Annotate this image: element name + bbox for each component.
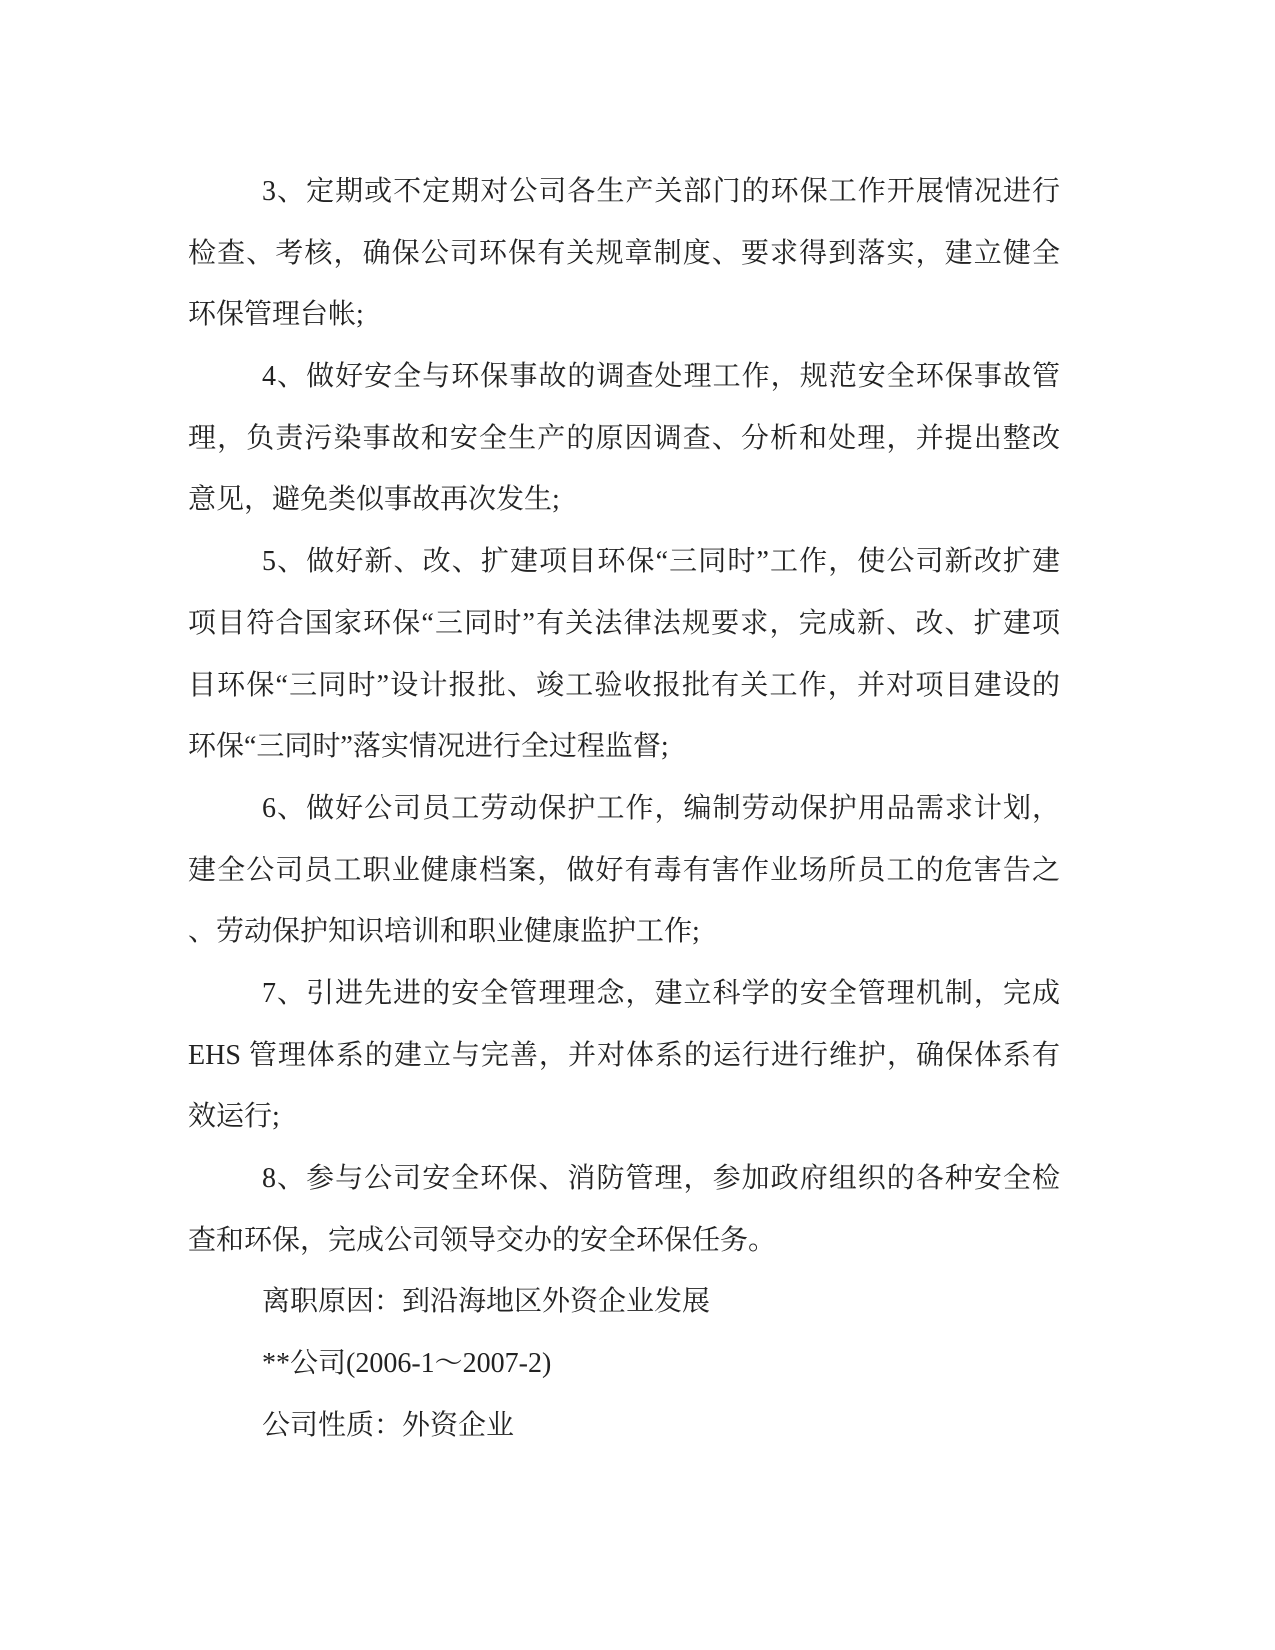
text-line: EHS 管理体系的建立与完善，并对体系的运行进行维护，确保体系有 bbox=[188, 1039, 1060, 1071]
paragraph-item-5 bbox=[188, 531, 1060, 778]
text-line: 建全公司员工职业健康档案，做好有毒有害作业场所员工的危害告之 bbox=[188, 854, 1060, 886]
text-line: 4、做好安全与环保事故的调查处理工作，规范安全环保事故管 bbox=[262, 361, 1060, 393]
paragraph-company-period bbox=[188, 1333, 1060, 1395]
text-line: 理，负责污染事故和安全生产的原因调查、分析和处理，并提出整改 bbox=[188, 422, 1060, 454]
paragraph-item-7 bbox=[188, 963, 1060, 1148]
text-line: 8、参与公司安全环保、消防管理，参加政府组织的各种安全检 bbox=[262, 1163, 1060, 1194]
text-line: 公司性质：外资企业 bbox=[262, 1409, 515, 1441]
text-line: 7、引进先进的安全管理理念，建立科学的安全管理机制，完成 bbox=[262, 977, 1060, 1009]
text-line: 5、做好新、改、扩建项目环保“三同时”工作，使公司新改扩建 bbox=[262, 546, 1060, 578]
text-line: 3、定期或不定期对公司各生产关部门的环保工作开展情况进行 bbox=[262, 176, 1060, 207]
text-line: 意见，避免类似事故再次发生; bbox=[188, 484, 560, 516]
text-line: 环保管理台帐; bbox=[188, 299, 364, 331]
paragraph-item-3 bbox=[188, 161, 1060, 346]
paragraph-company-type bbox=[188, 1395, 1060, 1457]
text-line: 环保“三同时”落实情况进行全过程监督; bbox=[188, 731, 669, 763]
text-line: 检查、考核，确保公司环保有关规章制度、要求得到落实，建立健全 bbox=[188, 237, 1060, 269]
text-line: 6、做好公司员工劳动保护工作，编制劳动保护用品需求计划， bbox=[262, 792, 1060, 824]
paragraph-resign-reason bbox=[188, 1271, 1060, 1333]
text-line: 目环保“三同时”设计报批、竣工验收报批有关工作，并对项目建设的 bbox=[188, 669, 1060, 701]
text-line: 离职原因：到沿海地区外资企业发展 bbox=[262, 1286, 711, 1318]
paragraph-item-6 bbox=[188, 778, 1060, 963]
text-line: 查和环保，完成公司领导交办的安全环保任务。 bbox=[188, 1224, 777, 1256]
paragraph-item-4 bbox=[188, 346, 1060, 531]
text-line: 项目符合国家环保“三同时”有关法律法规要求，完成新、改、扩建项 bbox=[188, 607, 1060, 639]
paragraph-item-8 bbox=[188, 1148, 1060, 1271]
resume-text-block bbox=[188, 161, 1060, 1456]
text-line: **公司(2006-1～2007-2) bbox=[262, 1348, 552, 1380]
text-line: 、劳动保护知识培训和职业健康监护工作; bbox=[188, 916, 700, 948]
text-line: 效运行; bbox=[188, 1101, 280, 1133]
